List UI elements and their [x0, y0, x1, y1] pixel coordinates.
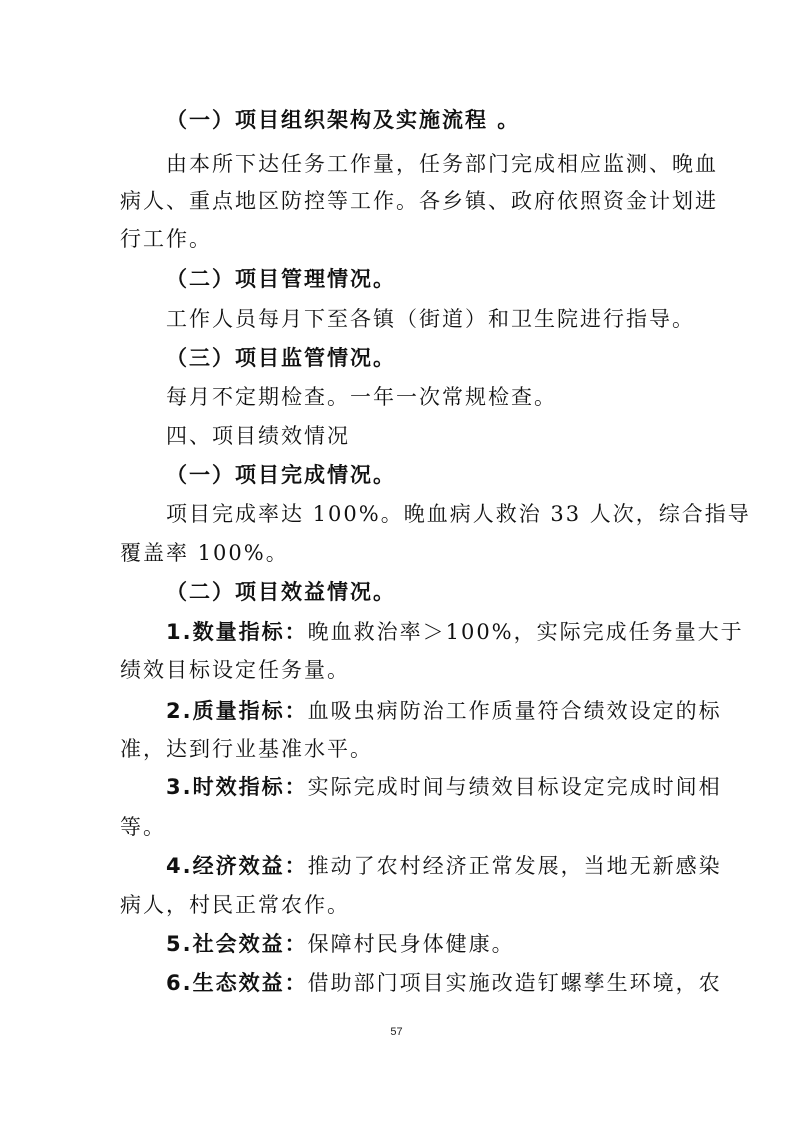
indicator-quantity	[166, 618, 744, 646]
indicator-ecological	[166, 969, 722, 997]
paragraph-line: 覆盖率 100%。	[120, 541, 289, 565]
heading-supervision: （三）项目监管情况。	[166, 346, 396, 370]
indicator-label: 6.生态效益：	[166, 971, 308, 995]
indicator-continuation: 绩效目标设定任务量。	[120, 658, 350, 682]
indicator-continuation: 准，达到行业基准水平。	[120, 737, 373, 761]
paragraph-line: 工作人员每月下至各镇（街道）和卫生院进行指导。	[166, 307, 695, 331]
indicator-label: 1.数量指标：	[166, 620, 308, 644]
page-number: 57	[390, 1026, 403, 1038]
indicator-timeliness	[166, 773, 722, 801]
indicator-text: 晚血救治率＞100%，实际完成任务量大于	[307, 620, 744, 644]
heading-organization: （一）项目组织架构及实施流程 。	[166, 108, 521, 132]
indicator-label: 5.社会效益：	[166, 932, 308, 956]
section-heading-performance: 四、项目绩效情况	[166, 424, 350, 448]
paragraph-line: 病人、重点地区防控等工作。各乡镇、政府依照资金计划进	[120, 189, 718, 213]
indicator-quality	[166, 697, 722, 725]
paragraph-line: 每月不定期检查。一年一次常规检查。	[166, 385, 557, 409]
indicator-text: 借助部门项目实施改造钉螺孳生环境，农	[307, 971, 722, 995]
indicator-social	[166, 930, 515, 958]
indicator-text: 血吸虫病防治工作质量符合绩效设定的标	[307, 699, 722, 723]
indicator-text: 推动了农村经济正常发展，当地无新感染	[307, 854, 722, 878]
indicator-text: 保障村民身体健康。	[307, 932, 515, 956]
indicator-label: 3.时效指标：	[166, 775, 308, 799]
paragraph-line: 由本所下达任务工作量，任务部门完成相应监测、晚血	[166, 152, 718, 176]
heading-management: （二）项目管理情况。	[166, 267, 396, 291]
indicator-label: 2.质量指标：	[166, 699, 308, 723]
indicator-label: 4.经济效益：	[166, 854, 308, 878]
indicator-continuation: 病人，村民正常农作。	[120, 893, 350, 917]
paragraph-line: 项目完成率达 100%。晚血病人救治 33 人次，综合指导	[166, 502, 751, 526]
heading-benefits: （二）项目效益情况。	[166, 580, 396, 604]
paragraph-line: 行工作。	[120, 227, 212, 251]
indicator-economic	[166, 852, 722, 880]
indicator-text: 实际完成时间与绩效目标设定完成时间相	[307, 775, 722, 799]
heading-completion: （一）项目完成情况。	[166, 463, 396, 487]
indicator-continuation: 等。	[120, 815, 166, 839]
